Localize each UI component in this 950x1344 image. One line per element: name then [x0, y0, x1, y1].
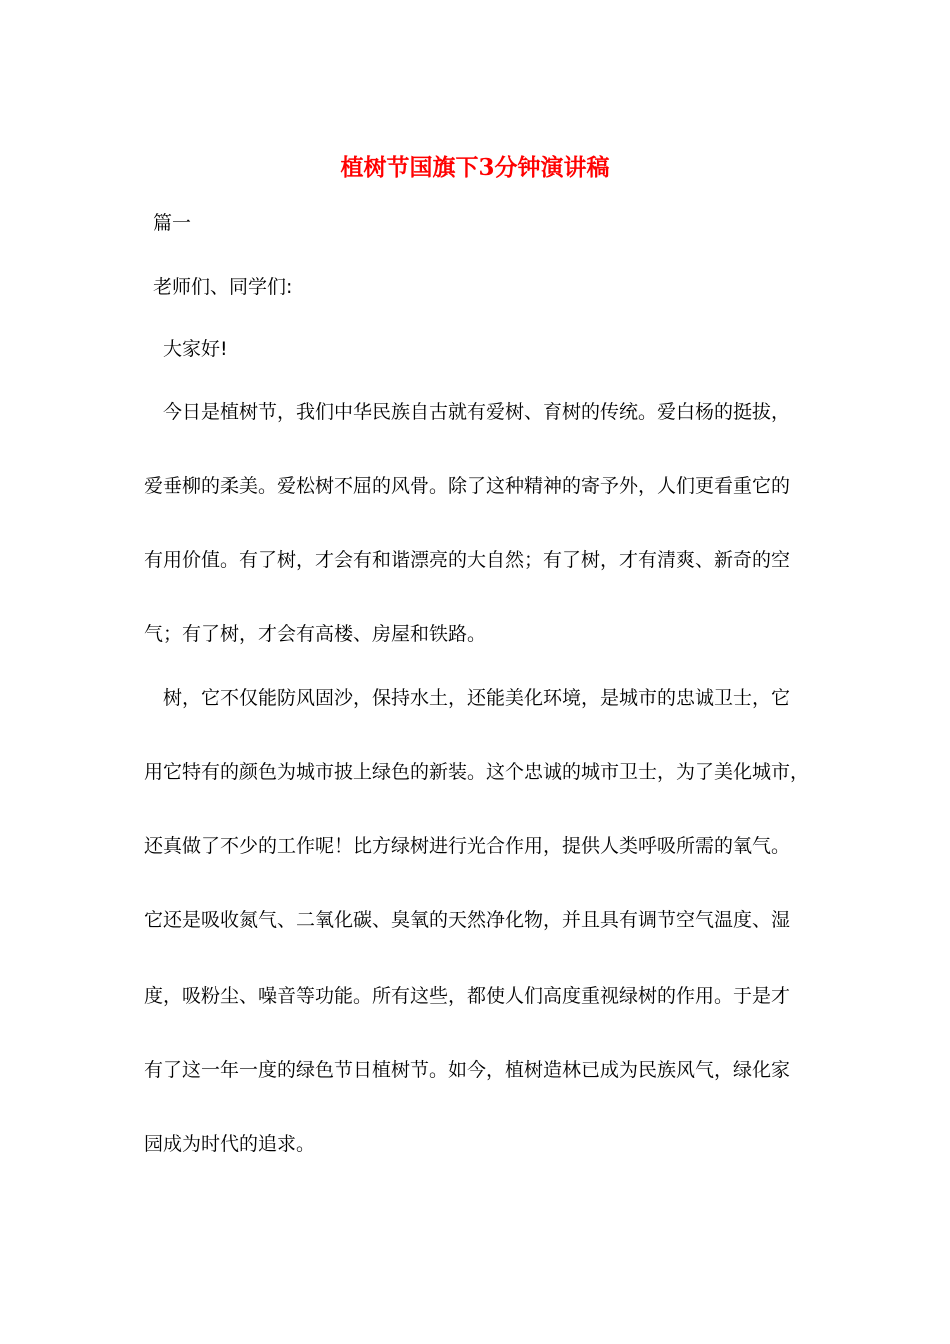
paragraph-line: 有用价值。有了树，才会有和谐漂亮的大自然；有了树，才有清爽、新奇的空: [144, 549, 791, 571]
paragraph-line: 用它特有的颜色为城市披上绿色的新装。这个忠诚的城市卫士，为了美化城市，: [144, 761, 810, 783]
paragraph-line: 它还是吸收氮气、二氧化碳、臭氧的天然净化物，并且具有调节空气温度、湿: [144, 909, 791, 931]
paragraph-line: 度，吸粉尘、噪音等功能。所有这些，都使人们高度重视绿树的作用。于是才: [144, 985, 791, 1007]
paragraph-line: 爱垂柳的柔美。爱松树不屈的风骨。除了这种精神的寄予外，人们更看重它的: [144, 475, 791, 497]
section-label: 篇一: [153, 212, 192, 234]
greeting: 大家好!: [163, 338, 228, 360]
paragraph-line: 气；有了树，才会有高楼、房屋和铁路。: [144, 623, 487, 645]
paragraph-line: 还真做了不少的工作呢！比方绿树进行光合作用，提供人类呼吸所需的氧气。: [144, 835, 791, 857]
document-title: 植树节国旗下3分钟演讲稿: [340, 154, 610, 181]
paragraph-line: 园成为时代的追求。: [144, 1133, 316, 1155]
paragraph-line: 有了这一年一度的绿色节日植树节。如今，植树造林已成为民族风气，绿化家: [144, 1059, 791, 1081]
paragraph-line: 树，它不仅能防风固沙，保持水土，还能美化环境，是城市的忠诚卫士，它: [163, 687, 791, 709]
salutation: 老师们、同学们:: [153, 276, 293, 298]
paragraph-line: 今日是植树节，我们中华民族自古就有爱树、育树的传统。爱白杨的挺拔，: [163, 401, 791, 423]
